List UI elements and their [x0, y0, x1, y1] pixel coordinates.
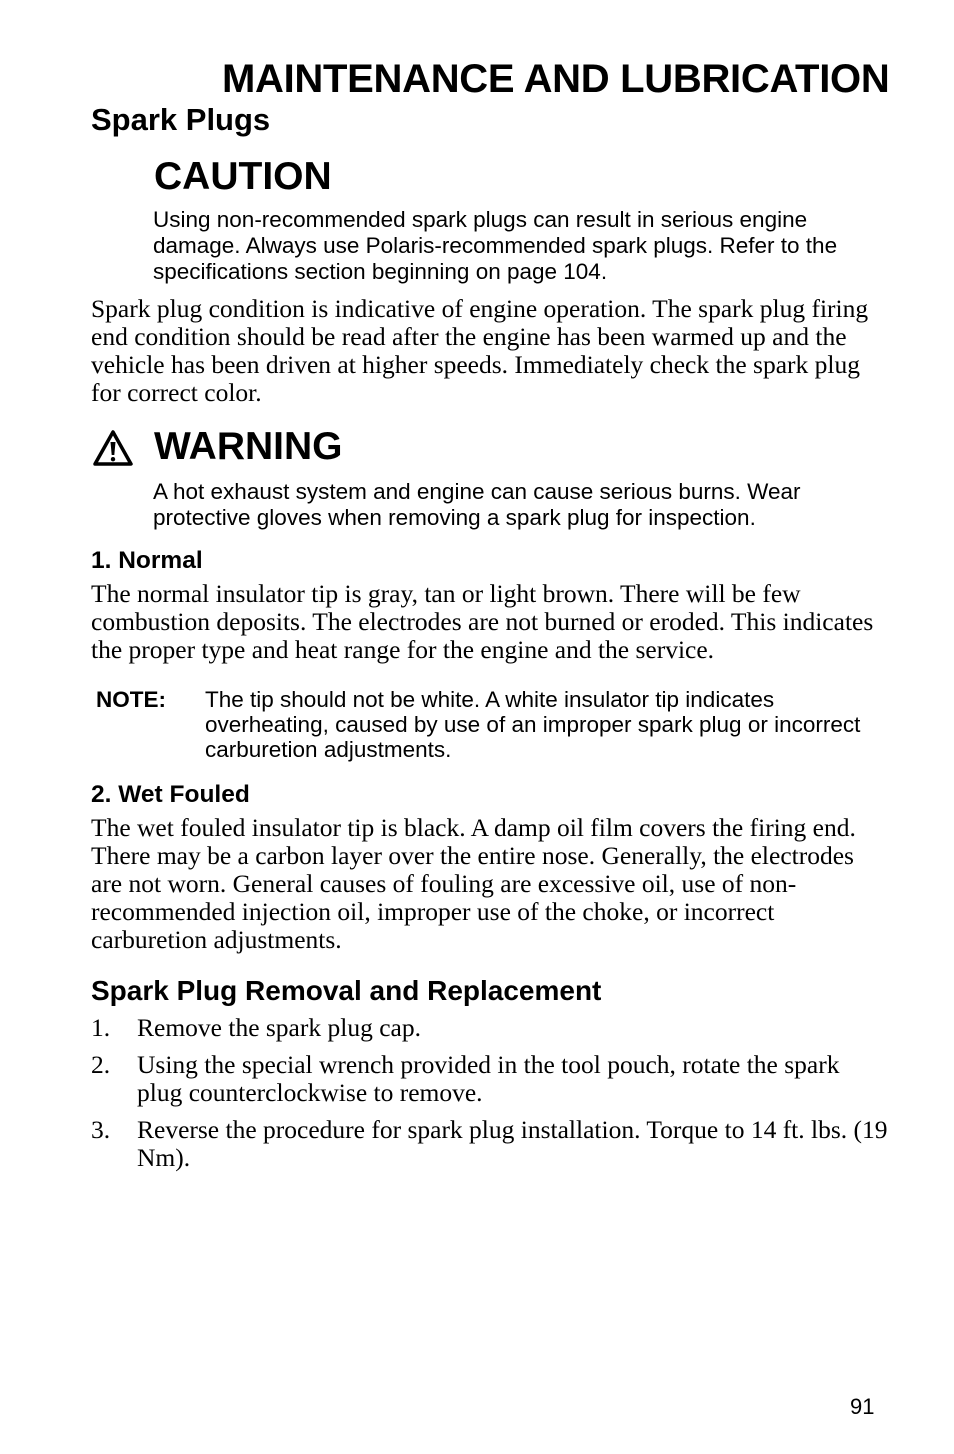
step-number: 1. — [91, 1013, 111, 1042]
warning-text: A hot exhaust system and engine can cause serious burns. Wear protective gloves when removing a spark plug for inspection. — [153, 479, 801, 530]
intro-paragraph: Spark plug condition is indicative of engine operation. The spark plug firing end condition should be read after the engine has been warmed up and the vehicle has been driven at higher speeds. Immediately check the spark plug for correct color. — [91, 294, 869, 407]
list-item — [91, 1051, 891, 1107]
note-text: The tip should not be white. A white insulator tip indicates overheating, caused by use of an improper spark plug or incorrect carburetion adjustments. — [205, 687, 861, 762]
page-number: 91 — [850, 1394, 875, 1419]
removal-steps-list — [91, 1014, 891, 1181]
step-number: 2. — [91, 1050, 111, 1079]
list-item — [91, 1116, 891, 1172]
note-label: NOTE: — [96, 687, 166, 712]
step-text: Reverse the procedure for spark plug installation. Torque to 14 ft. lbs. (19 Nm). — [137, 1115, 888, 1172]
removal-heading: Spark Plug Removal and Replacement — [91, 975, 602, 1006]
warning-triangle-icon — [93, 430, 133, 466]
chapter-title: MAINTENANCE AND LUBRICATION — [222, 57, 890, 101]
normal-paragraph: The normal insulator tip is gray, tan or light brown. There will be few combustion deposits. The electrodes are not burned or eroded. This indicates the proper type and heat range for the engine and the service. — [91, 579, 874, 664]
wet-fouled-paragraph: The wet fouled insulator tip is black. A damp oil film covers the firing end. There may be a carbon layer over the entire nose. Generally, the electrodes are not worn. General causes of fouling are excessive oil, use of non-recommended injection oil, improper use of the choke, or incorrect carburetion adjustments. — [91, 813, 856, 954]
step-number: 3. — [91, 1115, 111, 1144]
caution-text: Using non-recommended spark plugs can result in serious engine damage. Always use Polaris-recommended spark plugs. Refer to the specifications section beginning on page 104. — [153, 207, 838, 284]
section-title: Spark Plugs — [91, 102, 271, 137]
normal-heading: 1. Normal — [91, 547, 203, 574]
list-item — [91, 1014, 891, 1042]
caution-title: CAUTION — [154, 155, 332, 198]
warning-title: WARNING — [154, 425, 343, 468]
step-text: Using the special wrench provided in the tool pouch, rotate the spark plug counterclockwise to remove. — [137, 1050, 840, 1107]
wet-fouled-heading: 2. Wet Fouled — [91, 781, 250, 808]
step-text: Remove the spark plug cap. — [137, 1013, 421, 1042]
